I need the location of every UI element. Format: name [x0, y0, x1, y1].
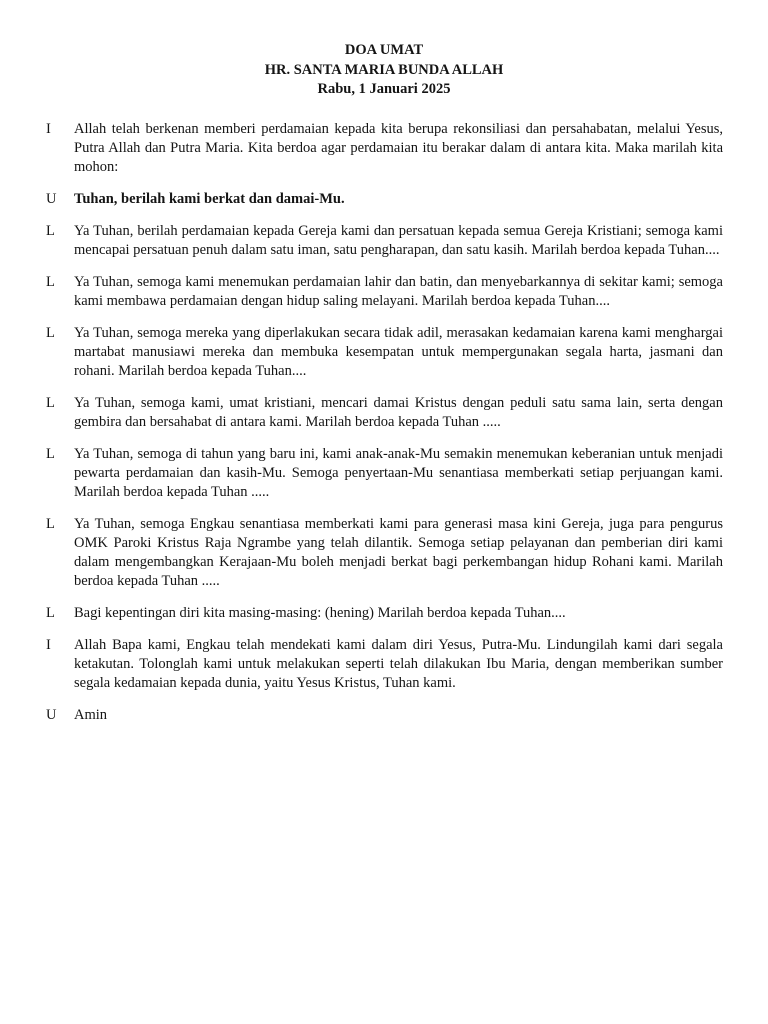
- role-marker: U: [46, 191, 57, 207]
- prayer-text: Ya Tuhan, semoga mereka yang diperlakukan secara tidak adil, merasakan kedamaian karena kami menghargai martabat manusiawi mereka dan membuka kesempatan untuk mempergunakan segala harta, jasmani dan rohani. Marilah berdoa kepada Tuhan....: [74, 325, 723, 379]
- prayer-text: Ya Tuhan, semoga kami, umat kristiani, mencari damai Kristus dengan peduli satu sama lain, serta dengan gembira dan bersahabat di antara kami. Marilah berdoa kepada Tuhan .....: [74, 395, 723, 430]
- document-header: [0, 41, 768, 100]
- amen-text: Amin: [74, 707, 108, 723]
- prayer-entry-closing: [0, 636, 723, 693]
- prayer-text: Ya Tuhan, semoga di tahun yang baru ini, kami anak-anak-Mu semakin menemukan keberanian untuk menjadi pewarta perdamaian dan kasih-Mu. Semoga penyertaan-Mu senantiasa memberkati setiap perjuangan kami. Marilah berdoa kepada Tuhan .....: [74, 446, 723, 500]
- prayer-entry-amen: [0, 706, 723, 725]
- prayer-text: Allah Bapa kami, Engkau telah mendekati kami dalam diri Yesus, Putra-Mu. Lindungilah kami dari segala ketakutan. Tolonglah kami untuk melakukan seperti telah dilakukan Ibu Maria, dengan memberikan sumber segala kedamaian kepada dunia, yaitu Yesus Kristus, Tuhan kami.: [74, 637, 723, 691]
- prayer-entry-petition: [0, 273, 723, 311]
- role-marker: L: [46, 223, 55, 239]
- prayer-text: Ya Tuhan, berilah perdamaian kepada Gereja kami dan persatuan kepada semua Gereja Kristiani; semoga kami mencapai persatuan penuh dalam satu iman, satu pengharapan, dan satu kasih. Marilah berdoa kepada Tuhan....: [74, 223, 723, 258]
- document-subtitle: HR. SANTA MARIA BUNDA ALLAH: [264, 61, 504, 78]
- prayer-entry-petition: [0, 222, 723, 260]
- prayer-entry-petition: [0, 515, 723, 591]
- role-marker: L: [46, 274, 55, 290]
- role-marker: L: [46, 325, 55, 341]
- prayer-entry-petition: [0, 324, 723, 381]
- role-marker: I: [46, 637, 51, 653]
- prayer-entry-response: [0, 190, 723, 209]
- document-title: DOA UMAT: [344, 42, 424, 58]
- prayer-entry-petition: [0, 394, 723, 432]
- response-text: Tuhan, berilah kami berkat dan damai-Mu.: [74, 191, 345, 207]
- role-marker: L: [46, 516, 55, 532]
- role-marker: L: [46, 446, 55, 462]
- document-date: Rabu, 1 Januari 2025: [317, 81, 451, 97]
- role-marker: I: [46, 121, 51, 137]
- role-marker: L: [46, 395, 55, 411]
- role-marker: L: [46, 605, 55, 621]
- prayer-list: [0, 120, 768, 738]
- prayer-entry-petition: [0, 445, 723, 502]
- prayer-text: Allah telah berkenan memberi perdamaian kepada kita berupa rekonsiliasi dan persahabatan, melalui Yesus, Putra Allah dan Putra Maria. Kita berdoa agar perdamaian itu berakar dalam di antara kita. Maka marilah kita mohon:: [74, 121, 723, 175]
- role-marker: U: [46, 707, 57, 723]
- prayer-entry-petition: [0, 604, 723, 623]
- prayer-text: Bagi kepentingan diri kita masing-masing: (hening) Marilah berdoa kepada Tuhan....: [74, 605, 566, 621]
- prayer-entry-intro: [0, 120, 723, 177]
- prayer-text: Ya Tuhan, semoga Engkau senantiasa memberkati kami para generasi masa kini Gereja, juga para pengurus OMK Paroki Kristus Raja Ngrambe yang telah dilantik. Semoga setiap pelayanan dan pemberian diri kami dalam mengembangkan Kerajaan-Mu boleh menjadi berkat bagi perkembangan hidup Rohani kami. Marilah berdoa kepada Tuhan .....: [74, 516, 723, 589]
- prayer-text: Ya Tuhan, semoga kami menemukan perdamaian lahir dan batin, dan menyebarkannya di sekitar kami; semoga kami membawa perdamaian dengan hidup saling melayani. Marilah berdoa kepada Tuhan....: [74, 274, 723, 309]
